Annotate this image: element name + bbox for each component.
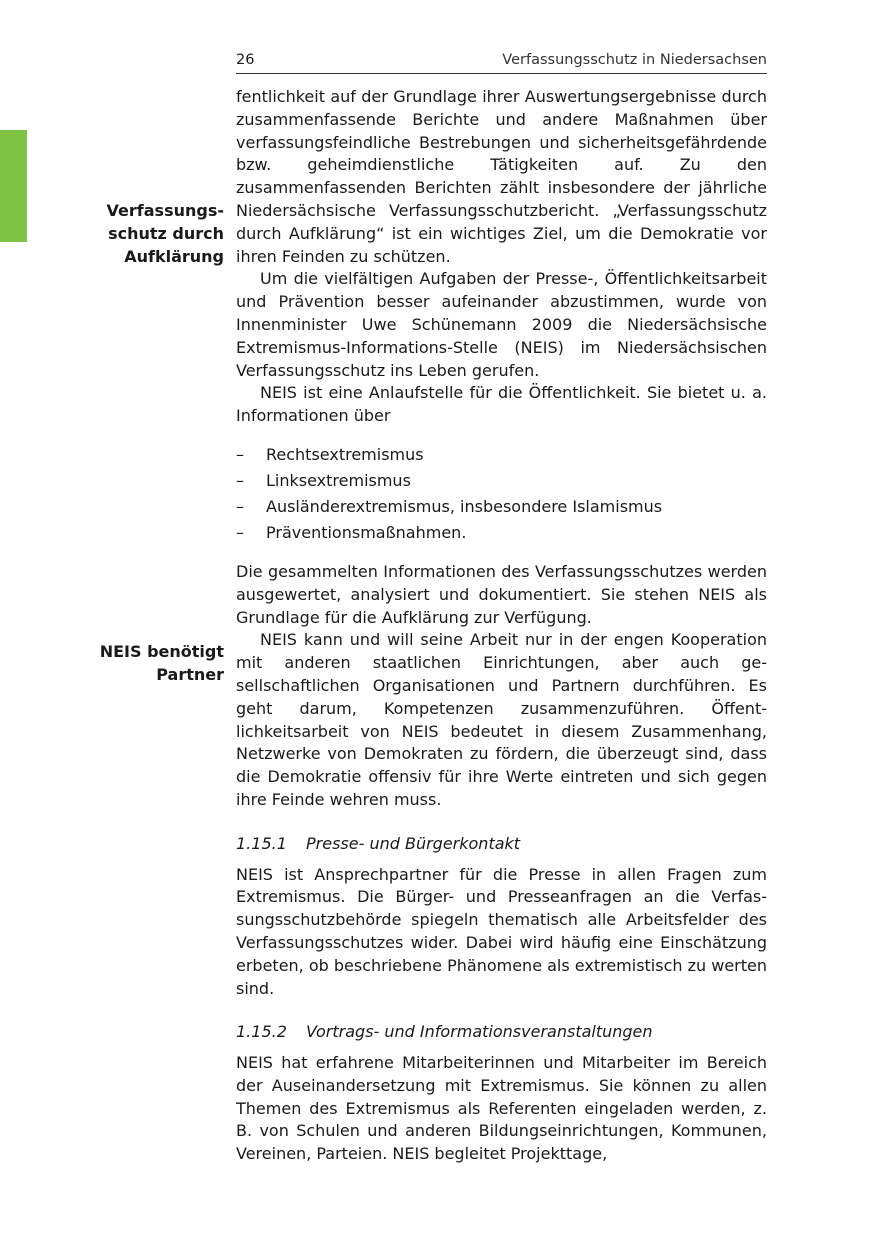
running-title: Verfassungsschutz in Niedersachsen — [502, 52, 767, 68]
margin-note-line: Verfassungs- — [106, 201, 224, 220]
topic-list — [236, 442, 767, 546]
paragraph-4: Die gesammelten Informationen des Verfassungsschutzes werden ausgewertet, analysiert und dokumentiert. Sie stehen NEIS als Grundlage für die Aufklärung zur Verfügung. — [236, 561, 767, 627]
margin-note-partner — [74, 641, 224, 687]
list-dash: – — [236, 496, 244, 516]
paragraph-3: NEIS ist eine Anlaufstelle für die Öffentlichkeit. Sie bietet u. a. Informationen über — [236, 383, 767, 426]
page-number: 26 — [236, 52, 255, 68]
section-title: Presse- und Bürgerkontakt — [306, 833, 521, 853]
page-header — [236, 51, 767, 74]
margin-note-aufklaerung — [74, 200, 224, 268]
chapter-tab-marker — [0, 130, 27, 242]
list-dash: – — [236, 444, 244, 464]
list-item: – Ausländerextremismus, insbesondere Islamismus — [236, 494, 767, 520]
list-dash: – — [236, 470, 244, 490]
margin-note-line: Aufklärung — [124, 246, 224, 266]
section-number: 1.15.1 — [236, 833, 287, 853]
list-item: – Präventionsmaßnahmen. — [236, 520, 767, 546]
margin-note-line: NEIS benötigt — [99, 642, 224, 661]
section-number: 1.15.2 — [236, 1022, 287, 1042]
section-2-paragraph: NEIS hat erfahrene Mitarbeiterinnen und Mitarbeiter im Bereich der Auseinandersetzung mit Extremismus. Sie können zu allen Themen des Extremismus als Referenten eingeladen werden, z. B. von Schulen und anderen Bildungseinrichtungen, Kommunen, Vereinen, Parteien. NEIS begleitet Projekttage, — [236, 1053, 767, 1164]
section-title: Vortrags- und Informationsveranstaltungen — [306, 1022, 653, 1042]
paragraph-1: fentlichkeit auf der Grundlage ihrer Auswertungsergebnisse durch zusammenfassende Berichte und andere Maßnahmen über verfassungsfeindliche Bestrebungen und sicherheitsgefährdende bzw. geheimdienstliche Tätigkeiten auf. Zu den zusammenfassenden Berichten zählt insbesondere der jährliche Niedersächsische Verfassungsschutzbericht. „Verfassungsschutz durch Aufklärung“ ist ein wichtiges Ziel, um die Demokratie vor ihren Feinden zu schützen. — [236, 87, 767, 266]
section-heading-1-15-1 — [236, 833, 767, 856]
list-dash: – — [236, 522, 244, 542]
margin-note-line: schutz durch — [108, 223, 224, 243]
section-heading-1-15-2 — [236, 1021, 767, 1044]
list-item: – Linksextremismus — [236, 468, 767, 494]
paragraph-5: NEIS kann und will seine Arbeit nur in der engen Kooperation mit anderen staatlichen Einrichtungen, aber auch gesellschaftlichen Organisationen und Partnern durchführen. Es geht darum, Kompetenzen zusammenzuführen. Öffentlichkeitsarbeit von NEIS bedeutet in diesem Zusammenhang, Netzwerke von Demokraten zu fördern, die überzeugt sind, dass die Demokratie offensiv für ihre Werte eintreten und sich gegen ihre Feinde wehren muss. — [236, 630, 767, 809]
margin-note-line: Partner — [156, 664, 224, 684]
paragraph-2: Um die vielfältigen Aufgaben der Presse-, Öffentlichkeitsarbeit und Prävention besser aufeinander abzustimmen, wurde von Innenminister Uwe Schünemann 2009 die Niedersächsische Extremismus-Informations-Stelle (NEIS) im Niedersächsischen Verfassungsschutz ins Leben gerufen. — [236, 269, 767, 380]
section-1-paragraph: NEIS ist Ansprechpartner für die Presse in allen Fragen zum Extremismus. Die Bürger- und Presseanfragen an die Verfassungsschutzbehörde spiegeln thematisch alle Arbeitsfelder des Verfassungsschutzes wider. Dabei wird häufig eine Einschätzung erbeten, ob beschriebene Phänomene als extremistisch zu werten sind. — [236, 864, 767, 998]
list-item: – Rechtsextremismus — [236, 442, 767, 468]
main-text-column — [236, 86, 767, 1166]
